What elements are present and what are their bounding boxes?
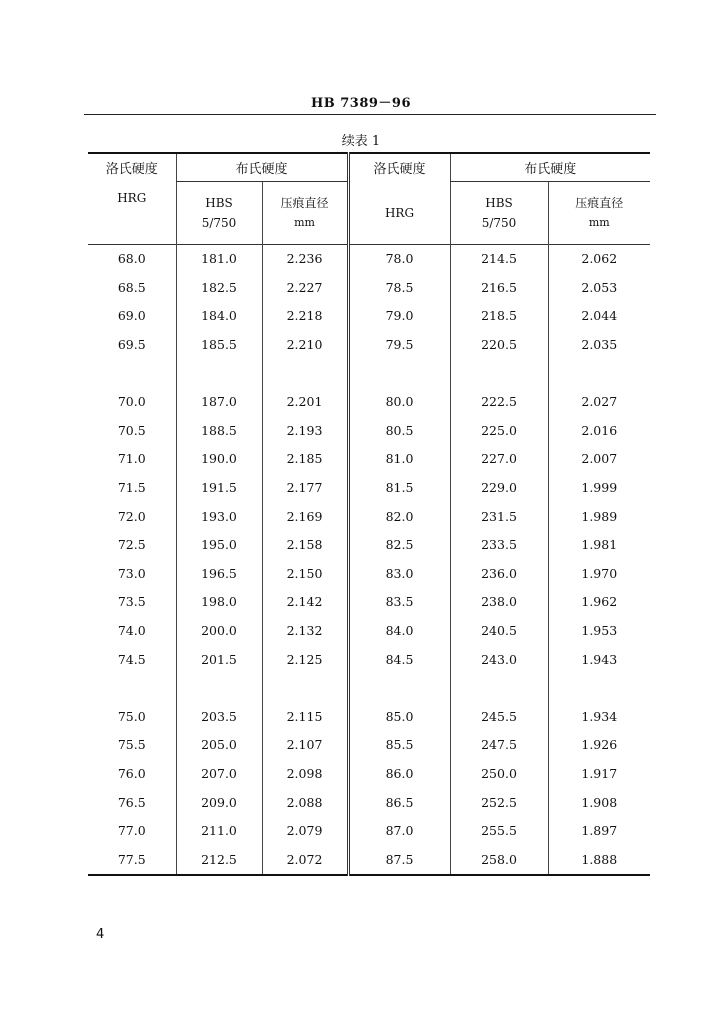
cell-diameter-right: 2.035	[548, 330, 650, 359]
cell-hrg-right: 86.0	[348, 759, 450, 788]
cell-diameter-left: 2.185	[262, 445, 348, 474]
subheader-hrg-left: HRG	[117, 190, 147, 205]
cell-diameter-left: 2.098	[262, 759, 348, 788]
cell-hrg-right: 84.5	[348, 645, 450, 674]
cell-hrg-left: 76.0	[117, 765, 146, 781]
cell-hbs-right: 258.0	[450, 845, 548, 875]
table-row	[88, 616, 650, 645]
cell-hbs-left: 201.5	[176, 645, 262, 674]
cell-hrg-left: 74.0	[117, 623, 146, 639]
cell-hbs-right: 229.0	[450, 473, 548, 502]
cell-hbs-right: 220.5	[450, 330, 548, 359]
cell-hbs-right: 225.0	[450, 416, 548, 445]
cell-diameter-left: 2.072	[262, 845, 348, 875]
spacer-cell	[548, 359, 650, 388]
table-row	[88, 816, 650, 845]
table-row	[88, 330, 650, 359]
cell-diameter-right: 2.044	[548, 302, 650, 331]
cell-diameter-right: 1.908	[548, 788, 650, 817]
cell-diameter-right: 1.917	[548, 759, 650, 788]
cell-diameter-left: 2.142	[262, 588, 348, 617]
table-row	[88, 273, 650, 302]
cell-hrg-left: 69.5	[117, 337, 146, 353]
cell-hrg-right: 79.0	[348, 302, 450, 331]
cell-diameter-left: 2.210	[262, 330, 348, 359]
cell-diameter-left: 2.125	[262, 645, 348, 674]
cell-hbs-left: 205.0	[176, 731, 262, 760]
cell-hrg-right: 78.0	[348, 244, 450, 273]
spacer-cell	[348, 673, 450, 702]
cell-hbs-left: 181.0	[176, 244, 262, 273]
subheader-hbs-right	[450, 182, 548, 245]
table-row	[88, 502, 650, 531]
cell-diameter-left: 2.115	[262, 702, 348, 731]
subheader-hbs-right-line2: 5/750	[481, 215, 517, 230]
header-rule	[84, 114, 656, 115]
subheader-diameter-right-line1: 压痕直径	[575, 195, 624, 210]
cell-hrg-right: 83.0	[348, 559, 450, 588]
cell-hrg-right: 85.0	[348, 702, 450, 731]
cell-hrg-right: 85.5	[348, 731, 450, 760]
cell-hbs-left: 200.0	[176, 616, 262, 645]
cell-hbs-left: 209.0	[176, 788, 262, 817]
cell-hbs-right: 238.0	[450, 588, 548, 617]
cell-diameter-right: 1.989	[548, 502, 650, 531]
table-row	[88, 302, 650, 331]
cell-hrg-left: 75.0	[117, 708, 146, 724]
cell-diameter-left: 2.088	[262, 788, 348, 817]
cell-hrg-left: 75.5	[117, 737, 146, 753]
cell-hbs-right: 243.0	[450, 645, 548, 674]
spacer-cell	[88, 673, 176, 702]
table-row	[88, 645, 650, 674]
subheader-diameter-right	[548, 182, 650, 245]
subheader-hbs-right-line1: HBS	[485, 195, 513, 210]
cell-hrg-right: 84.0	[348, 616, 450, 645]
cell-hrg-right: 86.5	[348, 788, 450, 817]
header-brinell-right: 布氏硬度	[450, 153, 650, 182]
cell-diameter-right: 1.999	[548, 473, 650, 502]
cell-hrg-right: 79.5	[348, 330, 450, 359]
cell-hbs-right: 233.5	[450, 530, 548, 559]
cell-diameter-left: 2.107	[262, 731, 348, 760]
cell-hbs-left: 195.0	[176, 530, 262, 559]
cell-hbs-right: 231.5	[450, 502, 548, 531]
cell-diameter-right: 1.926	[548, 731, 650, 760]
table-row	[88, 788, 650, 817]
table-row	[88, 845, 650, 875]
cell-diameter-left: 2.227	[262, 273, 348, 302]
subheader-diameter-right-line2: mm	[588, 215, 610, 229]
table-row	[88, 588, 650, 617]
spacer-cell	[176, 673, 262, 702]
cell-hrg-left: 68.0	[117, 251, 146, 267]
table-row	[88, 559, 650, 588]
cell-hrg-left: 73.0	[117, 565, 146, 581]
cell-diameter-right: 2.053	[548, 273, 650, 302]
spacer-cell	[176, 359, 262, 388]
cell-diameter-left: 2.158	[262, 530, 348, 559]
cell-hbs-left: 190.0	[176, 445, 262, 474]
cell-diameter-left: 2.169	[262, 502, 348, 531]
cell-hbs-right: 255.5	[450, 816, 548, 845]
cell-diameter-left: 2.177	[262, 473, 348, 502]
cell-hrg-right: 82.0	[348, 502, 450, 531]
cell-hbs-right: 247.5	[450, 731, 548, 760]
table-row	[88, 530, 650, 559]
cell-hbs-left: 187.0	[176, 387, 262, 416]
cell-diameter-right: 1.934	[548, 702, 650, 731]
subheader-diameter-left	[262, 182, 348, 245]
cell-diameter-right: 1.970	[548, 559, 650, 588]
spacer-cell	[348, 359, 450, 388]
cell-hrg-left: 69.0	[117, 308, 146, 324]
cell-hrg-right: 87.5	[348, 845, 450, 875]
cell-hbs-right: 214.5	[450, 244, 548, 273]
cell-hbs-right: 240.5	[450, 616, 548, 645]
table-row	[88, 244, 650, 273]
cell-hrg-left: 71.0	[117, 451, 146, 467]
cell-diameter-left: 2.132	[262, 616, 348, 645]
cell-hrg-right: 80.5	[348, 416, 450, 445]
cell-hrg-left: 72.0	[117, 508, 146, 524]
cell-hbs-right: 250.0	[450, 759, 548, 788]
cell-hbs-right: 236.0	[450, 559, 548, 588]
table-row	[88, 702, 650, 731]
group-spacer-row	[88, 673, 650, 702]
table-row	[88, 445, 650, 474]
cell-hbs-left: 196.5	[176, 559, 262, 588]
cell-hrg-left: 70.5	[117, 422, 146, 438]
spacer-cell	[450, 359, 548, 388]
cell-hrg-right: 81.0	[348, 445, 450, 474]
cell-diameter-left: 2.218	[262, 302, 348, 331]
cell-hrg-left: 71.5	[117, 480, 146, 496]
cell-hbs-left: 184.0	[176, 302, 262, 331]
subheader-hbs-left-line2: 5/750	[201, 215, 237, 230]
cell-diameter-right: 1.981	[548, 530, 650, 559]
header-brinell-left: 布氏硬度	[176, 153, 348, 182]
spacer-cell	[548, 673, 650, 702]
cell-hbs-left: 207.0	[176, 759, 262, 788]
cell-hbs-right: 216.5	[450, 273, 548, 302]
table-row	[88, 759, 650, 788]
cell-hbs-right: 252.5	[450, 788, 548, 817]
cell-diameter-left: 2.236	[262, 244, 348, 273]
spacer-cell	[450, 673, 548, 702]
cell-hrg-left: 74.5	[117, 651, 146, 667]
table-body	[88, 244, 650, 875]
cell-hrg-right: 80.0	[348, 387, 450, 416]
subheader-hrg-right: HRG	[348, 182, 450, 245]
cell-diameter-right: 2.007	[548, 445, 650, 474]
cell-diameter-right: 1.962	[548, 588, 650, 617]
cell-hbs-left: 198.0	[176, 588, 262, 617]
cell-hrg-left: 72.5	[117, 537, 146, 553]
subheader-hbs-left-line1: HBS	[205, 195, 233, 210]
cell-hbs-right: 245.5	[450, 702, 548, 731]
cell-hrg-right: 81.5	[348, 473, 450, 502]
cell-diameter-left: 2.201	[262, 387, 348, 416]
cell-diameter-right: 1.953	[548, 616, 650, 645]
standard-number-header: HB 7389－96	[310, 96, 412, 111]
cell-hbs-left: 193.0	[176, 502, 262, 531]
cell-hrg-right: 83.5	[348, 588, 450, 617]
subheader-hbs-left	[176, 182, 262, 245]
cell-hrg-left: 77.0	[117, 823, 146, 839]
cell-hbs-right: 222.5	[450, 387, 548, 416]
page-number: 4	[96, 927, 105, 942]
cell-hbs-left: 211.0	[176, 816, 262, 845]
spacer-cell	[88, 359, 176, 388]
table-row	[88, 473, 650, 502]
cell-hbs-left: 188.5	[176, 416, 262, 445]
cell-hrg-left: 77.5	[117, 851, 146, 867]
table-caption: 续表 1	[341, 134, 381, 149]
subheader-diameter-left-line2: mm	[294, 215, 315, 229]
cell-hrg-right: 87.0	[348, 816, 450, 845]
cell-hbs-right: 218.5	[450, 302, 548, 331]
cell-hbs-left: 182.5	[176, 273, 262, 302]
cell-diameter-right: 2.062	[548, 244, 650, 273]
cell-hbs-right: 227.0	[450, 445, 548, 474]
cell-hbs-left: 203.5	[176, 702, 262, 731]
spacer-cell	[262, 359, 348, 388]
group-spacer-row	[88, 359, 650, 388]
cell-hrg-right: 78.5	[348, 273, 450, 302]
subheader-diameter-left-line1: 压痕直径	[280, 195, 329, 210]
spacer-cell	[262, 673, 348, 702]
cell-hrg-left: 68.5	[117, 279, 146, 295]
header-rockwell-left: 洛氏硬度	[105, 162, 158, 178]
cell-hrg-left: 73.5	[117, 594, 146, 610]
cell-hbs-left: 185.5	[176, 330, 262, 359]
header-rockwell-right: 洛氏硬度	[348, 153, 450, 182]
cell-diameter-right: 2.027	[548, 387, 650, 416]
table-row	[88, 387, 650, 416]
cell-hbs-left: 212.5	[176, 845, 262, 875]
cell-diameter-right: 1.888	[548, 845, 650, 875]
hardness-conversion-table	[88, 152, 650, 876]
cell-diameter-left: 2.150	[262, 559, 348, 588]
cell-hrg-right: 82.5	[348, 530, 450, 559]
cell-diameter-left: 2.079	[262, 816, 348, 845]
cell-diameter-left: 2.193	[262, 416, 348, 445]
cell-hrg-left: 70.0	[117, 394, 146, 410]
cell-diameter-right: 1.943	[548, 645, 650, 674]
cell-hrg-left: 76.5	[117, 794, 146, 810]
table-row	[88, 731, 650, 760]
table-row	[88, 416, 650, 445]
cell-hbs-left: 191.5	[176, 473, 262, 502]
cell-diameter-right: 1.897	[548, 816, 650, 845]
cell-diameter-right: 2.016	[548, 416, 650, 445]
